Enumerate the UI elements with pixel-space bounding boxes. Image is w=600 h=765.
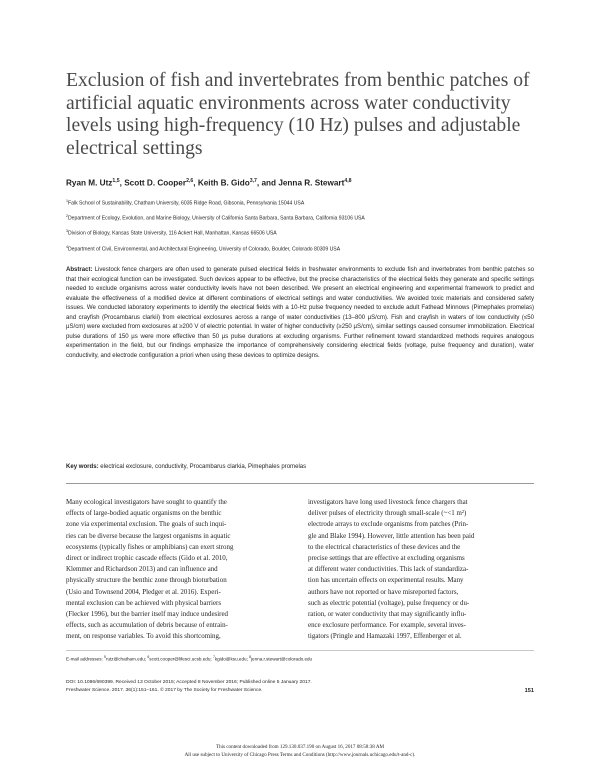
body-line: investigators have long used livestock fence chargers that bbox=[308, 498, 468, 506]
body-line: deliver pulses of electricity through small-scale (~<1 m²) bbox=[308, 509, 467, 518]
body-line: ries can be diverse because the largest organisms in aquatic bbox=[66, 531, 231, 540]
body-line: electrode arrays to exclude organisms from patches (Prin- bbox=[308, 520, 469, 529]
author-name: Keith B. Gido bbox=[197, 178, 250, 188]
affiliation-marker: 2 bbox=[66, 214, 68, 219]
body-line: gle and Blake 1994). However, little attention has been paid bbox=[308, 531, 475, 540]
publication-footer bbox=[66, 679, 536, 695]
body-line: at different water conductivities. This lack of standardiza- bbox=[308, 565, 469, 574]
body-line: to the electrical characteristics of these devices and the bbox=[308, 542, 461, 551]
affiliation bbox=[66, 210, 536, 225]
affiliation-text: Falk School of Sustainability, Chatham University, 6035 Ridge Road, Gibsonia, Pennsylvania 15044 USA bbox=[68, 200, 305, 207]
body-line: ration, or water conductivity that may significantly influ- bbox=[308, 610, 467, 619]
email-label: E-mail addresses: bbox=[66, 656, 103, 662]
body-line: ecosystems (typically fishes or amphibians) can exert strong bbox=[66, 542, 234, 551]
email-link[interactable]: rutz@chatham.edu; bbox=[105, 656, 147, 662]
author-conjunction: and bbox=[261, 178, 277, 188]
body-line: (Usio and Townsend 2004, Pledger et al. 2016). Experi- bbox=[66, 587, 221, 596]
affiliation-list bbox=[66, 195, 536, 256]
affiliation-text: Department of Civil, Environmental, and Architectural Engineering, University of Colorado, Boulder, Colorado 80309 USA bbox=[68, 246, 341, 253]
body-line: ence exclosure performance. For example, several inves- bbox=[308, 621, 466, 630]
author-affiliation-marker: 3,7 bbox=[249, 178, 257, 184]
body-line: Klemmer and Richardson 2013) and can influence and bbox=[66, 565, 218, 574]
body-line: tigators (Pringle and Hamazaki 1997, Effenberger et al. bbox=[308, 632, 462, 641]
footnote-divider bbox=[66, 650, 534, 651]
doi-line: DOI: 10.1086/690399. Received 13 October 2015; Accepted 8 November 2016; Published online 5 January 2017. bbox=[66, 680, 312, 685]
email-marker: 7 bbox=[212, 655, 215, 659]
page-number: 151 bbox=[524, 688, 534, 694]
email-link[interactable]: jenna.r.stewart@colorado.edu bbox=[251, 656, 313, 662]
affiliation-marker: 3 bbox=[66, 229, 68, 234]
download-notice bbox=[0, 743, 600, 759]
body-line: precise settings that are effective at excluding organisms bbox=[308, 554, 465, 563]
body-column-right bbox=[308, 497, 538, 643]
affiliation-marker: 1 bbox=[66, 199, 68, 203]
author-affiliation-marker: 1,5 bbox=[112, 178, 120, 184]
body-line: effects of large-bodied aquatic organisms on the benthic bbox=[66, 509, 222, 518]
article-title: Exclusion of fish and invertebrates from benthic patches of artificial aquatic environments across water conductivity levels using high-frequency (10 Hz) pulses and adjustable electrical settings bbox=[66, 70, 530, 159]
body-line: (Flecker 1996), but the barrier itself may induce undesired bbox=[66, 610, 229, 619]
abstract bbox=[66, 266, 534, 361]
author-affiliation-marker: 4,8 bbox=[344, 178, 352, 184]
terms-line: All use subject to University of Chicago Press Terms and Conditions (http://www.journals.uchicago.edu/t-and-c). bbox=[184, 752, 416, 759]
abstract-text: Livestock fence chargers are often used to generate pulsed electrical fields in freshwater environments to exclude fish and invertebrates from benthic patches so that their ecological function can be investigated. Such devices appear to be effective, but the precise characteristics of the electrical fields they generate and specific settings needed to exclude organisms across water conductivity levels have not been described. We present an electrical engineering and experimental framework to predict and evaluate the effectiveness of a modified device at different combinations of electrical settings and water conductivities. We avoided toxic materials and considered safety issues. We conducted laboratory experiments to identify the electrical fields with a 10-Hz pulse frequency needed to exclude adult Fathead Minnows (Pimephales promelas) and crayfish (Procambarus clarkii) from electrical exclosures across a range of water conductivities (13–800 µS/cm). Fish and crayfish in waters of low conductivity (≤50 µS/cm) were excluded from exclosures at ≥200 V of electric potential. In water of higher conductivity (≥250 µS/cm), similar settings caused consumer immobilization. Electrical pulse durations of 150 µs were more effective than 50 µs pulse durations at excluding organisms. Further refinement toward standardized methods requires analogous experimentation in the field, but our findings emphasize the importance of comprehensively considering electrical fields (voltage, pulse frequency and duration), water conductivity, and electrode configuration a priori when using these devices to optimize designs. bbox=[66, 267, 534, 359]
author-name: Ryan M. Utz bbox=[66, 178, 113, 188]
body-line: physically structure the benthic zone through bioturbation bbox=[66, 576, 227, 585]
author-name: Jenna R. Stewart bbox=[278, 178, 345, 188]
keywords-text: electrical exclosure, conductivity, Procambarus clarkia, Pimephales promelas bbox=[100, 464, 307, 470]
keywords bbox=[66, 463, 534, 472]
body-line: effects, such as accumulation of debris because of entrain- bbox=[66, 621, 228, 630]
email-link[interactable]: kgido@ksu.edu; bbox=[214, 656, 248, 662]
email-marker: 6 bbox=[147, 655, 150, 659]
affiliation-text: Division of Biology, Kansas State University, 116 Ackert Hall, Manhattan, Kansas 66506 USA bbox=[68, 231, 277, 238]
email-addresses bbox=[66, 655, 536, 662]
section-divider bbox=[66, 483, 534, 484]
body-line: mental exclusion can be achieved with physical barriers bbox=[66, 598, 222, 607]
body-line: ment, on response variables. To avoid this shortcoming, bbox=[66, 632, 221, 641]
email-marker: 5 bbox=[104, 655, 106, 659]
body-line: direct or indirect trophic cascade effects (Gido et al. 2010, bbox=[66, 554, 228, 563]
email-link[interactable]: scott.cooper@lifesci.ucsb.edu; bbox=[149, 656, 212, 662]
body-line: such as electric potential (voltage), pulse frequency or du- bbox=[308, 598, 470, 607]
body-line: zone via experimental exclusion. The goals of such inqui- bbox=[66, 520, 227, 529]
download-line: This content downloaded from 129.130.037.190 on August 16, 2017 08:58:38 AM bbox=[215, 744, 385, 750]
abstract-label: Abstract: bbox=[66, 267, 93, 273]
author-list: Ryan M. Utz$^{1,5}$, Scott D. Cooper$^{2,6}$, Keith B. Gido$^{3,7}$, and Jenna R. Stewart$^{4,8}$ bbox=[66, 178, 352, 188]
keywords-label: Key words: bbox=[66, 464, 99, 470]
body-line: Many ecological investigators have sought to quantify the bbox=[66, 498, 227, 506]
body-line: authors have not reported or have misreported factors, bbox=[308, 587, 459, 596]
affiliation bbox=[66, 225, 536, 240]
author-affiliation-marker: 2,6 bbox=[186, 178, 194, 184]
journal-citation: Freshwater Science. 2017. 36(1):151–161. © 2017 by The Society for Freshwater Science. bbox=[66, 688, 263, 694]
body-line: tion has uncertain effects on experimental results. Many bbox=[308, 576, 464, 585]
affiliation-text: Department of Ecology, Evolution, and Marine Biology, University of California Santa Barbara, Santa Barbara, California 93106 USA bbox=[68, 215, 365, 222]
body-column-left bbox=[66, 497, 296, 643]
email-marker: 8 bbox=[249, 655, 252, 659]
affiliation-marker: 4 bbox=[66, 244, 68, 249]
author-name: Scott D. Cooper bbox=[124, 178, 187, 188]
affiliation bbox=[66, 195, 536, 210]
affiliation bbox=[66, 241, 536, 256]
